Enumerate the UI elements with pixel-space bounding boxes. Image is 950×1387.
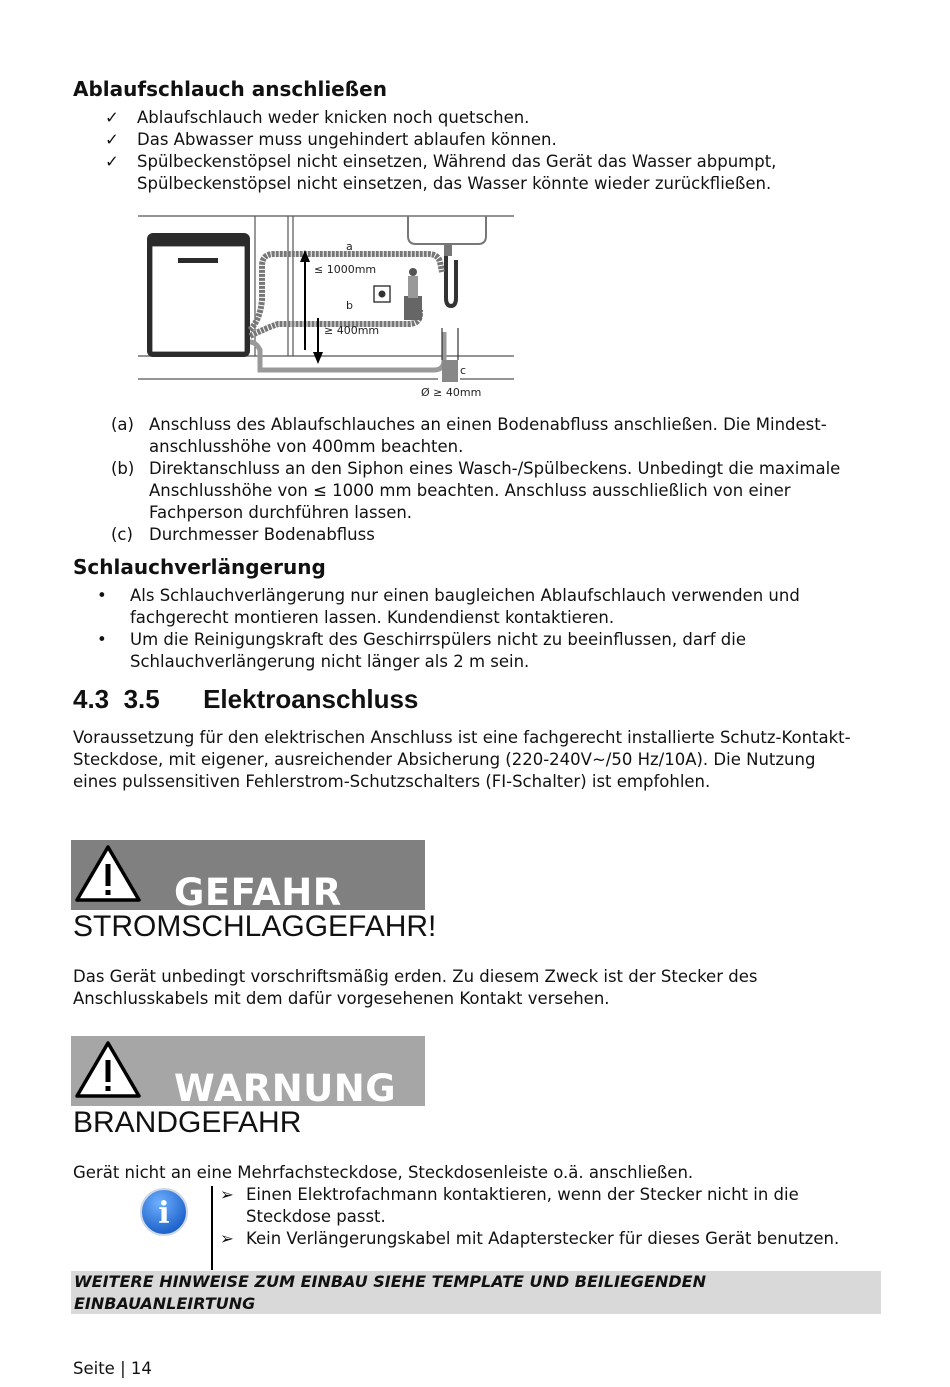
diagram-legend (73, 414, 883, 546)
list-item: ➢ Kein Verlängerungskabel mit Adapterstecker für dieses Gerät benutzen. (220, 1229, 840, 1248)
label-a: a (346, 240, 353, 253)
list-item: ✓ Das Abwasser muss ungehindert ablaufen können. (105, 130, 557, 149)
svg-text:i: i (158, 1196, 170, 1231)
checkmark-icon: ✓ (105, 130, 119, 149)
danger-signal-box (71, 840, 425, 914)
electrical-text: Voraussetzung für den elektrischen Anschluss ist eine fachgerecht installierte Schutz-Kontakt-Steckdose, mit eigener, ausreichender Absicherung (220-240V~/50 Hz/10A). Die Nutzung eines pulssensitiven Fehlerstrom-Schutzschalters (FI-Schalter) ist empfohlen. (73, 728, 851, 791)
list-item: • Um die Reinigungskraft des Geschirrspülers nicht zu beeinflussen, darf die Schlauchverlängerung nicht länger als 2 m sein. (97, 630, 747, 671)
electrical-heading: 4.3 3.5 Elektroanschluss (73, 684, 419, 714)
installation-note-text: WEITERE HINWEISE ZUM EINBAU SIEHE TEMPLATE UND BEILIEGENDEN EINBAUANLEIRTUNG (74, 1272, 706, 1313)
danger-signal-word: GEFAHR (174, 871, 342, 914)
arrow-icon: ➢ (220, 1185, 234, 1204)
checkmark-icon: ✓ (105, 108, 119, 127)
dim-diameter-label: Ø ≥ 40mm (421, 386, 482, 399)
warning-triangle-icon (73, 842, 143, 904)
info-icon (139, 1187, 189, 1237)
extension-list (73, 585, 873, 673)
dim-min-label: ≥ 400mm (324, 324, 380, 337)
warning-signal-box (71, 1036, 425, 1110)
label-c: c (460, 364, 467, 377)
danger-title: STROMSCHLAGGEFAHR! (73, 910, 437, 943)
warning-signal-word: WARNUNG (174, 1067, 397, 1110)
extension-heading: Schlauchverlängerung (73, 555, 326, 579)
list-item: (b) Direktanschluss an den Siphon eines Wasch-/Spülbeckens. Unbedingt die maximale Anschlusshöhe von ≤ 1000 mm beachten. Anschluss ausschließlich von einer Fachperson durchführen lassen. (111, 459, 841, 522)
list-item: (c) Durchmesser Bodenabfluss (111, 525, 375, 544)
dim-max-label: ≤ 1000mm (314, 263, 377, 276)
arrow-icon: ➢ (220, 1229, 234, 1248)
drain-hose-diagram (138, 210, 514, 402)
warning-triangle-icon (73, 1038, 143, 1100)
danger-text: Das Gerät unbedingt vorschriftsmäßig erden. Zu diesem Zweck ist der Stecker des Anschlusskabels mit dem dafür vorgesehenen Kontakt versehen. (73, 967, 758, 1008)
list-item: • Als Schlauchverlängerung nur einen baugleichen Ablaufschlauch verwenden und fachgerecht montieren lassen. Kundendienst kontaktieren. (97, 586, 800, 627)
list-item: ➢ Einen Elektrofachmann kontaktieren, wenn der Stecker nicht in die Steckdose passt. (220, 1185, 799, 1226)
warning-title: BRANDGEFAHR (73, 1106, 302, 1139)
drain-check-list (73, 107, 873, 195)
drain-heading: Ablaufschlauch anschließen (73, 77, 387, 101)
warning-text: Gerät nicht an eine Mehrfachsteckdose, Steckdosenleiste o.ä. anschließen. (73, 1163, 694, 1182)
list-item: ✓ Spülbeckenstöpsel nicht einsetzen, Während das Gerät das Wasser abpumpt, Spülbeckenstöpsel nicht einsetzen, das Wasser könnte wieder zurückfließen. (105, 152, 777, 193)
label-b: b (346, 299, 353, 312)
checkmark-icon: ✓ (105, 152, 119, 171)
installation-note (71, 1271, 881, 1314)
list-item: ✓ Ablaufschlauch weder knicken noch quetschen. (105, 108, 530, 127)
info-list (212, 1184, 872, 1250)
list-item: (a) Anschluss des Ablaufschlauches an einen Bodenabfluss anschließen. Die Mindest-anschlusshöhe von 400mm beachten. (111, 415, 827, 456)
page-footer: Seite | 14 (73, 1359, 152, 1378)
